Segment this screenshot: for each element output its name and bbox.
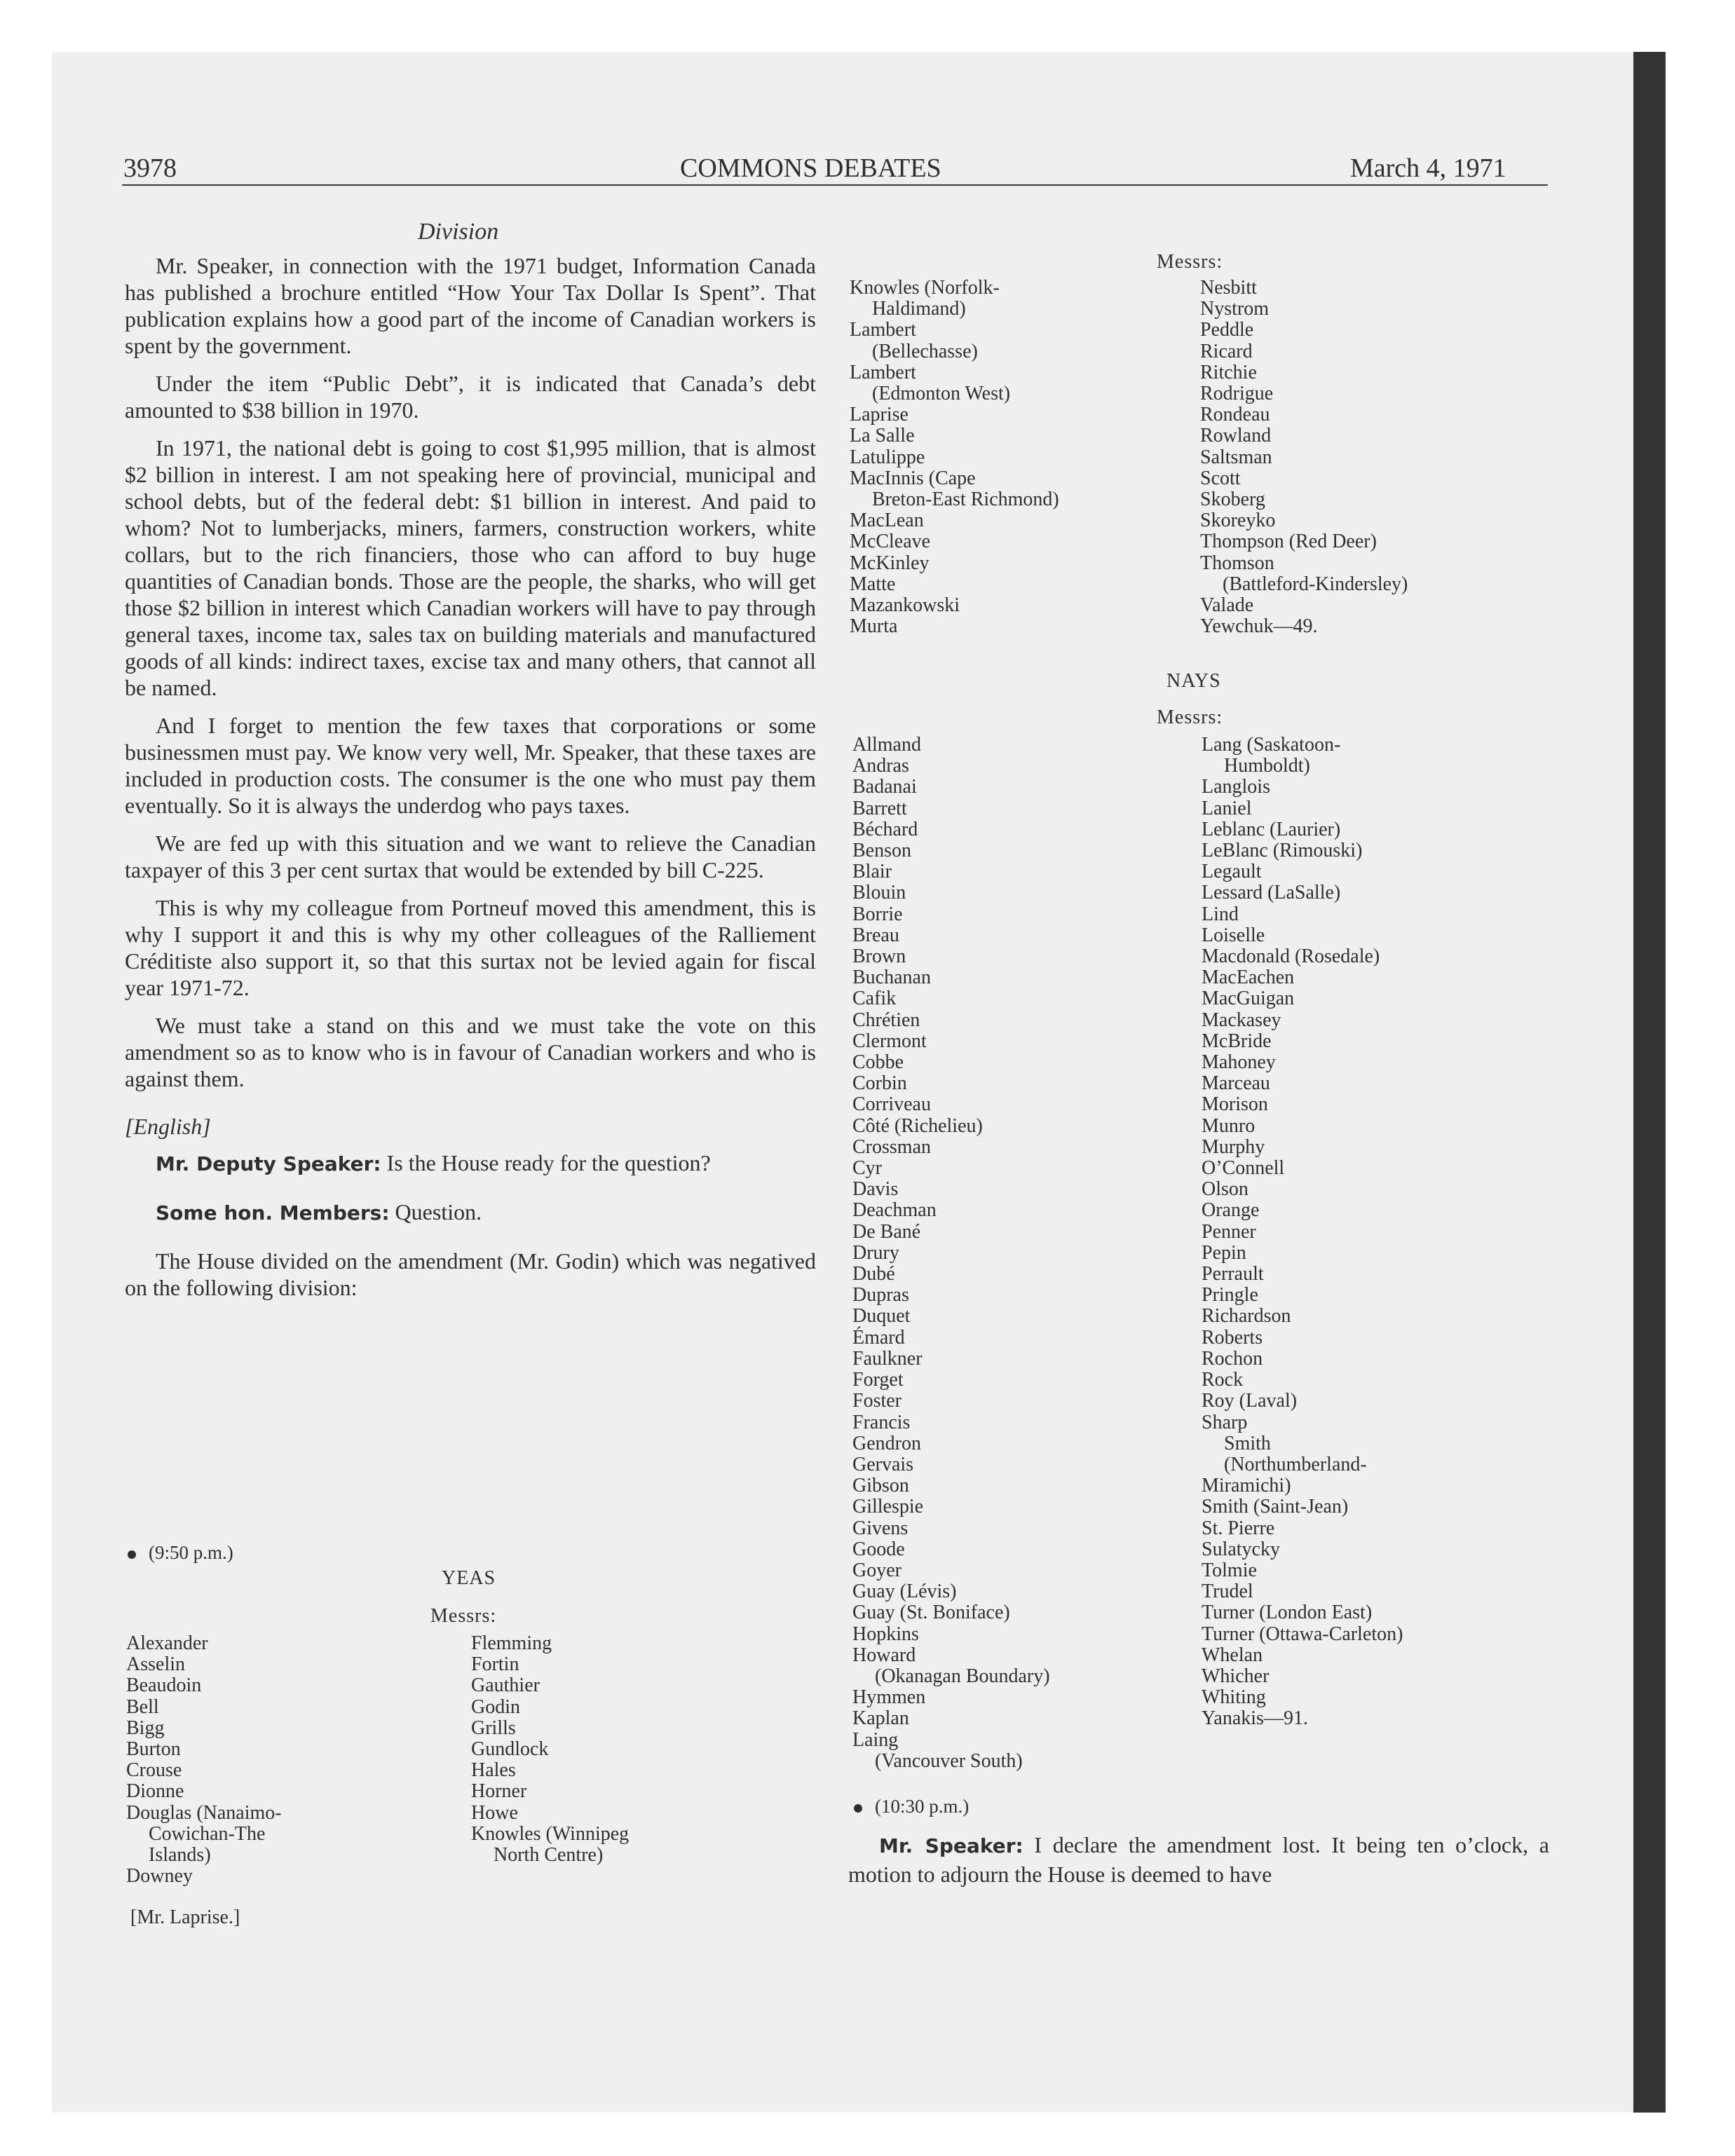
- list-item: Knowles (Norfolk-: [850, 277, 1000, 299]
- list-item: De Bané: [852, 1220, 921, 1243]
- list-item: Nesbitt: [1200, 277, 1257, 299]
- list-item: Ricard: [1200, 340, 1253, 362]
- list-item: Buchanan: [852, 967, 931, 989]
- list-item: Forget: [852, 1369, 904, 1391]
- list-item: Goyer: [852, 1559, 901, 1581]
- paragraph: We must take a stand on this and we must take the vote on this amendment so as to know who is in favour of Canadian workers and who is against them.: [125, 1013, 816, 1091]
- list-item: Mahoney: [1202, 1051, 1276, 1074]
- list-item: Laing: [852, 1728, 899, 1751]
- header-rule: [122, 184, 1548, 186]
- list-item: (Battleford-Kindersley): [1223, 573, 1408, 595]
- list-item: Francis: [852, 1411, 911, 1433]
- yeas-list-column-2: [471, 1633, 629, 1866]
- list-item: Roy (Laval): [1202, 1390, 1298, 1412]
- list-item: Islands): [149, 1844, 211, 1867]
- list-item: Côté (Richelieu): [852, 1114, 983, 1137]
- list-item: Miramichi): [1202, 1475, 1291, 1497]
- list-item: Burton: [126, 1738, 181, 1761]
- time-stamp: (10:30 p.m.): [854, 1796, 969, 1817]
- list-item: Dupras: [852, 1284, 909, 1306]
- remark-text: I declare the amendment lost. It being ten o’clock, a motion to adjourn the House is deemed to have: [848, 1832, 1550, 1887]
- list-item: Hales: [471, 1759, 516, 1782]
- list-item: Penner: [1202, 1220, 1256, 1243]
- list-item: MacGuigan: [1202, 988, 1295, 1010]
- list-item: Perrault: [1202, 1263, 1264, 1285]
- list-item: Lessard (LaSalle): [1202, 882, 1341, 904]
- list-item: Corbin: [852, 1072, 907, 1095]
- list-item: Murphy: [1202, 1135, 1265, 1158]
- division-statement: The House divided on the amendment (Mr. Godin) which was negatived on the following division:: [125, 1248, 816, 1300]
- list-item: Rock: [1202, 1369, 1244, 1391]
- list-item: Andras: [852, 755, 909, 777]
- list-item: Corriveau: [852, 1093, 931, 1116]
- running-title: COMMONS DEBATES: [680, 153, 941, 183]
- list-item: Smith: [1224, 1432, 1271, 1454]
- list-item: (Edmonton West): [872, 383, 1011, 405]
- list-item: (Northumberland-: [1224, 1453, 1367, 1475]
- list-item: Hymmen: [852, 1686, 926, 1709]
- list-item: Dionne: [126, 1780, 184, 1803]
- list-item: Cafik: [852, 988, 897, 1010]
- list-item: (Bellechasse): [872, 340, 978, 362]
- speaker-name: Mr. Deputy Speaker:: [156, 1152, 381, 1175]
- list-item: LeBlanc (Rimouski): [1202, 840, 1363, 862]
- list-item: Cyr: [852, 1157, 882, 1180]
- list-item: MacInnis (Cape: [850, 467, 976, 489]
- language-tag: [English]: [125, 1114, 211, 1139]
- list-item: Langlois: [1202, 776, 1270, 798]
- list-item: Clermont: [852, 1030, 927, 1052]
- messrs-label: Messrs:: [1157, 707, 1223, 728]
- list-item: Loiselle: [1202, 924, 1265, 946]
- list-item: Deachman: [852, 1199, 937, 1222]
- list-item: Chrétien: [852, 1009, 920, 1031]
- list-item: MacLean: [850, 510, 924, 532]
- list-item: Crossman: [852, 1135, 931, 1158]
- yeas-list-column-4: [1200, 278, 1408, 637]
- list-item: Gendron: [852, 1432, 921, 1454]
- list-item: Faulkner: [852, 1347, 923, 1370]
- members-remark: [125, 1199, 816, 1227]
- list-item: Orange: [1202, 1199, 1260, 1222]
- list-item: Humboldt): [1224, 755, 1310, 777]
- list-item: Kaplan: [852, 1707, 909, 1730]
- list-item: Horner: [471, 1780, 527, 1803]
- list-item: Foster: [852, 1390, 901, 1412]
- list-item: Cowichan-The: [149, 1822, 266, 1845]
- list-item: Latulippe: [850, 446, 925, 468]
- list-item: Ritchie: [1200, 361, 1257, 383]
- list-item: Peddle: [1200, 319, 1254, 341]
- list-item: McBride: [1202, 1030, 1272, 1052]
- list-item: Rondeau: [1200, 404, 1270, 426]
- list-item: Gervais: [852, 1453, 914, 1475]
- list-item: (Vancouver South): [875, 1749, 1023, 1772]
- page-number: 3978: [123, 153, 177, 183]
- list-item: Douglas (Nanaimo-: [126, 1801, 282, 1824]
- list-item: Gauthier: [471, 1674, 540, 1697]
- list-item: Beaudoin: [126, 1674, 202, 1697]
- remark-text: Question.: [395, 1199, 482, 1224]
- time-stamp: (9:50 p.m.): [128, 1542, 233, 1564]
- list-item: Fortin: [471, 1653, 519, 1676]
- list-item: Trudel: [1202, 1581, 1253, 1603]
- list-item: Howe: [471, 1801, 518, 1824]
- list-item: Blair: [852, 861, 892, 883]
- list-item: Mackasey: [1202, 1009, 1281, 1031]
- list-item: Godin: [471, 1696, 520, 1718]
- list-item: Mazankowski: [850, 594, 960, 617]
- paragraph: This is why my colleague from Portneuf moved this amendment, this is why I support it and this is why my other colleagues of the Ralliement Créditiste also support it, so that this surtax not be levied again for fiscal year 1971-72.: [125, 895, 816, 1000]
- list-item: Asselin: [126, 1653, 185, 1676]
- list-item: Rodrigue: [1200, 383, 1274, 405]
- list-item: Badanai: [852, 776, 917, 798]
- list-item: Givens: [852, 1517, 909, 1539]
- list-item: Guay (Lévis): [852, 1581, 957, 1603]
- list-item: Gillespie: [852, 1496, 924, 1518]
- yeas-list-column-3: [850, 278, 1059, 637]
- list-item: MacEachen: [1202, 967, 1295, 989]
- list-item: Knowles (Winnipeg: [471, 1822, 630, 1845]
- list-item: Yewchuk—49.: [1200, 615, 1318, 638]
- speaker-name: Mr. Speaker:: [879, 1834, 1023, 1857]
- list-item: Murta: [850, 615, 898, 638]
- list-item: McKinley: [850, 552, 930, 574]
- list-item: O’Connell: [1202, 1157, 1285, 1180]
- list-item: Breau: [852, 924, 899, 946]
- list-item: Saltsman: [1200, 446, 1272, 468]
- list-item: Guay (St. Boniface): [852, 1602, 1010, 1624]
- paragraph: And I forget to mention the few taxes that corporations or some businessmen must pay. We know very well, Mr. Speaker, that these taxes are included in production costs. The consumer is the one who must pay them eventually. So it is always the underdog who pays taxes.: [125, 713, 816, 818]
- list-item: Béchard: [852, 818, 918, 840]
- list-item: Hopkins: [852, 1623, 919, 1645]
- list-item: Émard: [852, 1326, 905, 1349]
- speaker-name: Some hon. Members:: [156, 1201, 390, 1224]
- list-item: Sulatycky: [1202, 1538, 1280, 1560]
- list-item: Grills: [471, 1717, 516, 1739]
- list-item: Haldimand): [872, 298, 966, 320]
- paragraph: Mr. Speaker, in connection with the 1971 budget, Information Canada has published a brochure entitled “How Your Tax Dollar Is Spent”. That publication explains how a good part of the income of Canadian workers is spent by the government.: [125, 253, 816, 358]
- list-item: Lind: [1202, 903, 1239, 925]
- list-item: Whelan: [1202, 1644, 1263, 1666]
- list-item: Tolmie: [1202, 1559, 1257, 1581]
- list-item: Morison: [1202, 1093, 1268, 1116]
- list-item: North Centre): [494, 1844, 604, 1867]
- list-item: Gibson: [852, 1475, 909, 1497]
- messrs-label: Messrs:: [1157, 251, 1223, 273]
- list-item: Rowland: [1200, 425, 1272, 447]
- list-item: Allmand: [852, 734, 921, 756]
- list-item: Smith (Saint-Jean): [1202, 1496, 1349, 1518]
- list-item: Whiting: [1202, 1686, 1266, 1709]
- nays-heading: NAYS: [1166, 670, 1221, 692]
- list-item: Laprise: [850, 404, 909, 426]
- list-item: McCleave: [850, 531, 931, 553]
- list-item: Lang (Saskatoon-: [1202, 734, 1341, 756]
- deputy-speaker-remark: [125, 1149, 816, 1178]
- list-item: Barrett: [852, 797, 907, 819]
- paragraph: Under the item “Public Debt”, it is indicated that Canada’s debt amounted to $38 billion in 1970.: [125, 371, 816, 423]
- list-item: Scott: [1200, 467, 1241, 489]
- bullet-icon: [128, 1550, 136, 1559]
- page-date: March 4, 1971: [1350, 153, 1506, 183]
- list-item: Bell: [126, 1696, 159, 1718]
- list-item: Thomson: [1200, 552, 1274, 574]
- list-item: Benson: [852, 840, 911, 862]
- list-item: Pringle: [1202, 1284, 1258, 1306]
- list-item: Dubé: [852, 1263, 895, 1285]
- list-item: Marceau: [1202, 1072, 1270, 1095]
- list-item: Valade: [1200, 594, 1254, 617]
- closing-remark: [848, 1831, 1549, 1888]
- list-item: Whicher: [1202, 1665, 1270, 1687]
- list-item: Alexander: [126, 1632, 208, 1654]
- list-item: Goode: [852, 1538, 905, 1560]
- list-item: Duquet: [852, 1305, 911, 1328]
- nays-list-column-2: [1202, 735, 1403, 1730]
- list-item: Brown: [852, 946, 906, 968]
- list-item: Skoberg: [1200, 489, 1265, 511]
- list-item: Sharp: [1202, 1411, 1248, 1433]
- nays-list-column-1: [852, 735, 1050, 1772]
- list-item: Yanakis—91.: [1202, 1707, 1308, 1730]
- list-item: Downey: [126, 1865, 193, 1888]
- list-item: Macdonald (Rosedale): [1202, 946, 1380, 968]
- paragraph: In 1971, the national debt is going to cost $1,995 million, that is almost $2 billion in interest. I am not speaking here of provincial, municipal and school debts, but of the federal debt: $1 billion in interest. And paid to whom? Not to lumberjacks, miners, farmers, construction workers, white collars, but to the rich financiers, those who can afford to buy huge quantities of Canadian bonds. Those are the people, the sharks, who will get those $2 billion in interest which Canadian workers will have to pay through general taxes, income tax, sales tax on building materials and manufactured goods of all kinds: indirect taxes, excise tax and many others, that cannot all be named.: [125, 435, 816, 700]
- list-item: Matte: [850, 573, 896, 595]
- list-item: Lambert: [850, 319, 916, 341]
- left-column-text: [125, 252, 816, 1312]
- paragraph: We are fed up with this situation and we want to relieve the Canadian taxpayer of this 3 per cent surtax that would be extended by bill C-225.: [125, 831, 816, 882]
- list-item: Howard: [852, 1644, 916, 1666]
- list-item: La Salle: [850, 425, 915, 447]
- list-item: Gundlock: [471, 1738, 549, 1761]
- list-item: Pepin: [1202, 1241, 1246, 1264]
- list-item: Thompson (Red Deer): [1200, 531, 1377, 553]
- remark-text: Is the House ready for the question?: [386, 1150, 711, 1175]
- list-item: Borrie: [852, 903, 903, 925]
- list-item: Rochon: [1202, 1347, 1263, 1370]
- list-item: Richardson: [1202, 1305, 1291, 1328]
- list-item: Breton-East Richmond): [872, 489, 1059, 511]
- list-item: Turner (Ottawa-Carleton): [1202, 1623, 1403, 1645]
- list-item: Roberts: [1202, 1326, 1263, 1349]
- list-item: Bigg: [126, 1717, 165, 1739]
- list-item: Laniel: [1202, 797, 1252, 819]
- list-item: Cobbe: [852, 1051, 904, 1074]
- messrs-label: Messrs:: [430, 1605, 497, 1627]
- list-item: St. Pierre: [1202, 1517, 1275, 1539]
- list-item: Olson: [1202, 1178, 1248, 1201]
- list-item: Lambert: [850, 361, 916, 383]
- yeas-heading: YEAS: [442, 1567, 496, 1589]
- yeas-list-column-1: [126, 1633, 282, 1887]
- list-item: Flemming: [471, 1632, 552, 1654]
- list-item: Davis: [852, 1178, 899, 1201]
- list-item: Turner (London East): [1202, 1602, 1373, 1624]
- bullet-icon: [854, 1804, 862, 1813]
- list-item: Blouin: [852, 882, 906, 904]
- list-item: Crouse: [126, 1759, 182, 1782]
- section-title: Division: [418, 219, 499, 245]
- list-item: Munro: [1202, 1114, 1256, 1137]
- list-item: Skoreyko: [1200, 510, 1276, 532]
- list-item: Legault: [1202, 861, 1262, 883]
- list-item: Nystrom: [1200, 298, 1269, 320]
- list-item: Leblanc (Laurier): [1202, 818, 1341, 840]
- speaker-footnote: [Mr. Laprise.]: [130, 1906, 240, 1928]
- list-item: Drury: [852, 1241, 899, 1264]
- list-item: (Okanagan Boundary): [875, 1665, 1050, 1687]
